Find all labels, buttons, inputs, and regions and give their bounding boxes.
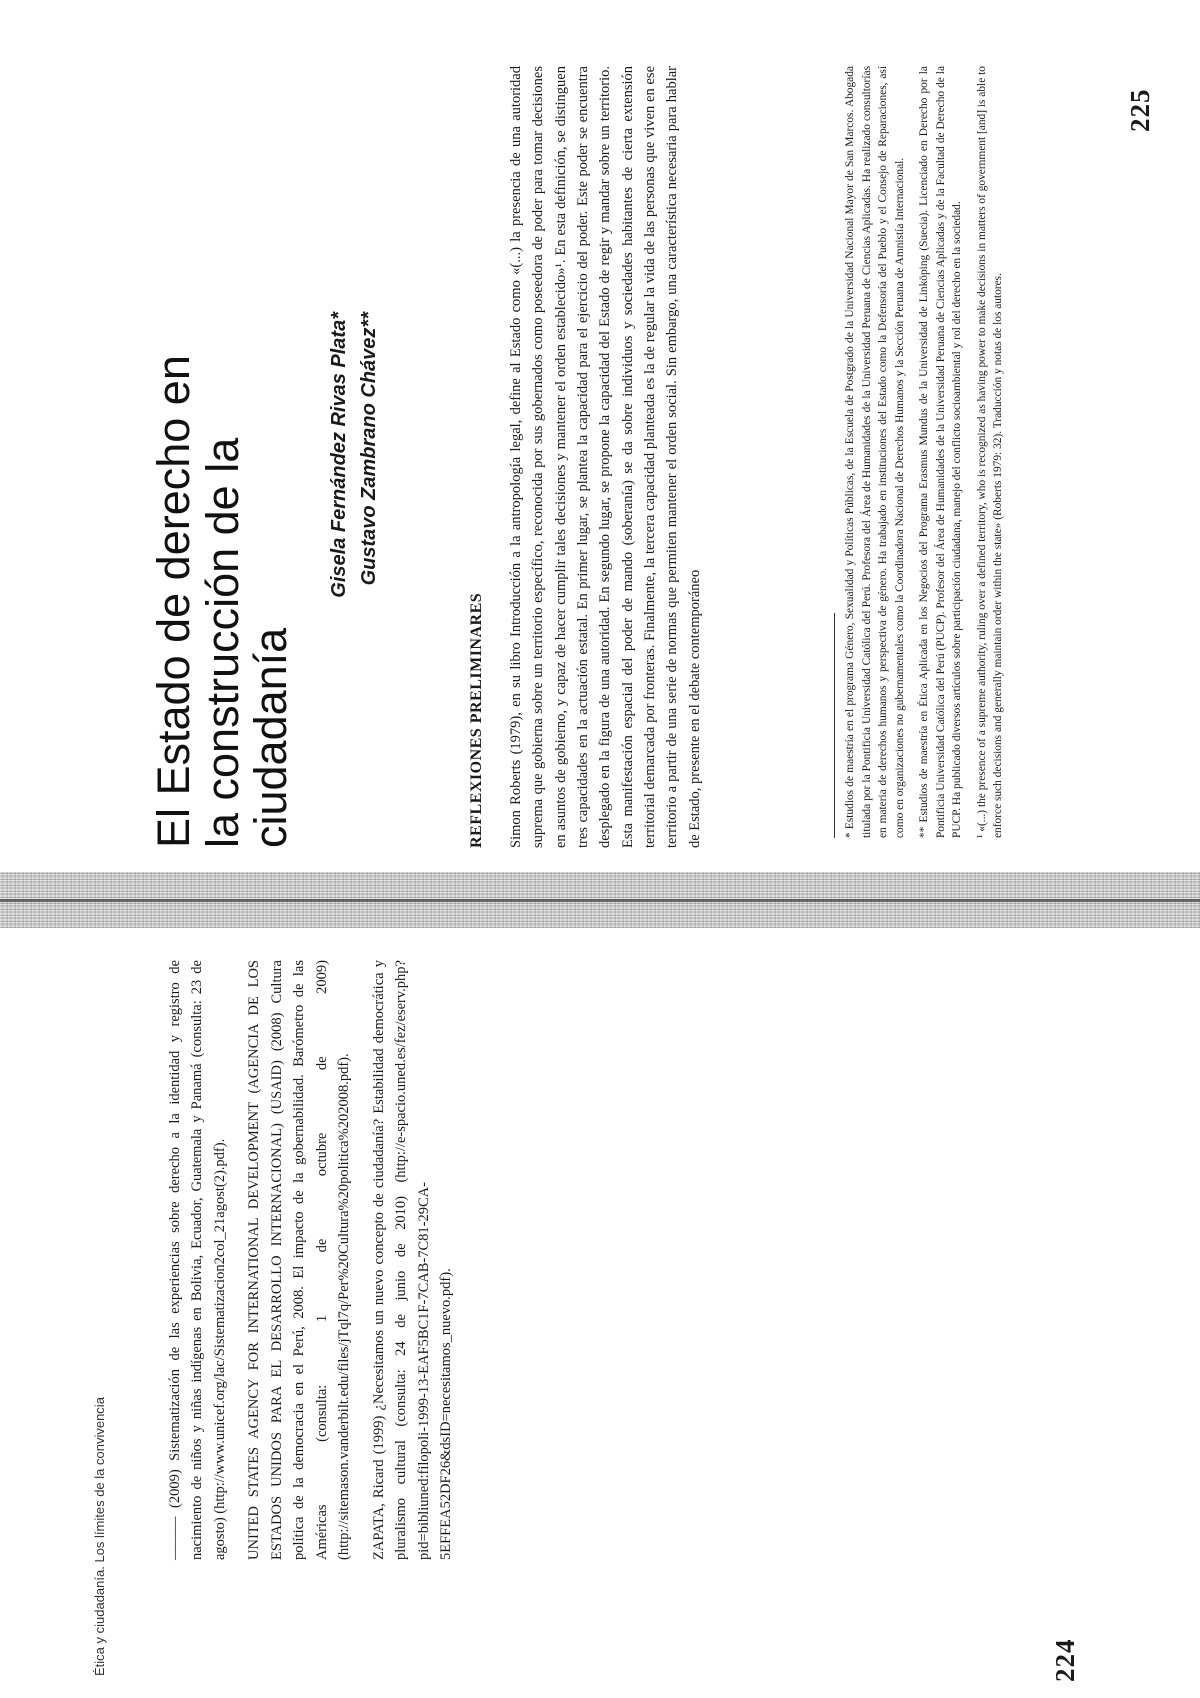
book-spine-line (0, 899, 1200, 902)
author-name: Gisela Fernández Rivas Plata* (328, 312, 350, 598)
footnote: * Estudios de maestría en el programa Género, Sexualidad y Políticas Públicas, de la Escuela de Postgrado de la Universidad Nacional Mayor de San Marcos. Abogada titulada por la Pontificia Universidad Católica del Perú. Profesora del Área de Humanidades de la Universidad Peruana de Ciencias Aplicadas. Ha realizado consultorías en materia de derechos humanos y perspectiva de género. Ha trabajado en instituciones del Estado como la Defensoría del Pueblo y el Consejo de Reparaciones, así como en organizaciones no gubernamentales como la Coordinadora Nacional de Derechos Humanos y la Sección Peruana de Amnistía Internacional. (844, 66, 906, 838)
footnote-divider (834, 613, 835, 838)
reference-entry: ——— (2009) Sistematización de las experiencias sobre derecho a la identidad y registro de nacimiento de niños y niñas indígenas en Bolivia, Ecuador, Guatemala y Panamá (consulta: 23 de agosto) (http://www.unicef.org/lac/Sistematizacion2col_21agost(2).pdf). (167, 960, 228, 1560)
author-name: Gustavo Zambrano Chávez** (358, 312, 380, 586)
page-number-left: 224 (1050, 1638, 1080, 1682)
footnote: ** Estudios de maestría en Ética Aplicada en los Negocios del Programa Erasmus Mundus de la Universidad de Linköping (Suecia). Licenciado en Derecho por la Pontificia Universidad Católica del Perú (PUCP). Profesor del Área de Humanidades de la Universidad Peruana de Ciencias Aplicadas y de la Facultad de Derecho de la PUCP. Ha publicado diversos artículos sobre participación ciudadana, manejo del conflicto socioambiental y rol del derecho en la sociedad. (918, 66, 964, 838)
body-paragraph: Simon Roberts (1979), en su libro Introducción a la antropología legal, define al Estado como «(...) la presencia de una autoridad suprema que gobierna sobre un territorio específico, reconocida por sus gobernados como poseedora de poder para tomar decisiones en asuntos de gobierno, y capaz de hacer cumplir tales decisiones y mantener el orden establecido»¹. En esta definición, se distinguen tres capacidades en la actuación estatal. En primer lugar, se plantea la capacidad para el ejercicio del poder. Este poder se encuentra desplegado en la figura de una autoridad. En segundo lugar, se propone la capacidad del Estado de regir y mandar sobre un territorio. Esta manifestación espacial del poder de mando (soberanía) se da sobre individuos y sociedades habitantes de cierta extensión territorial demarcada por fronteras. Finalmente, la tercera capacidad planteada es la de regular la vida de las personas que viven en ese territorio a partir de una serie de normas que permiten mantener el orden social. Sin embargo, una característica necesaria para hablar de Estado, presente en el debate contemporáneo (508, 66, 703, 848)
chapter-title: El Estado de derecho en la construcción de la ciudadanía (148, 355, 297, 848)
reference-list (164, 960, 470, 1560)
reference-entry: UNITED STATES AGENCY FOR INTERNATIONAL DEVELOPMENT (AGENCIA DE LOS ESTADOS UNIDOS PARA EL DESARROLLO INTERNACIONAL) (USAID) (2008) Cultura política de la democracia en el Perú, 2008. El impacto de la gobernabilidad. Barómetro de las Américas (consulta: 1 de octubre de 2009) (http://sitemason.vanderbilt.edu/files/jTql7q/Per%20Cultura%20politica%202008.pdf). (246, 960, 353, 1560)
running-header: Ética y ciudadanía. Los límites de la convivencia (92, 1397, 107, 1676)
footnotes (842, 66, 1015, 838)
section-heading: REFLEXIONES PRELIMINARES (468, 592, 485, 848)
footnote: ¹ «(...) the presence of a supreme authority, ruling over a defined territory, who is recognized as having power to make decisions in matters of government [and] is able to enforce such decisions and generally maintain order within the state» (Roberts 1979: 32). Traducción y notas de los autores. (975, 66, 1005, 838)
page-number-right: 225 (1125, 88, 1155, 132)
reference-entry: ZAPATA, Ricard (1999) ¿Necesitamos un nuevo concepto de ciudadanía? Estabilidad democrática y pluralismo cultural (consulta: 24 de junio de 2010) (http://e-spacio.uned.es/fez/eserv.php?pid=bibliuned:filopoli-1999-13-EAF5BC1F-7CAB-7C81-29CA-5EFFEA52DF26&dsID=necesitamos_nuevo.pdf). (370, 960, 455, 1560)
